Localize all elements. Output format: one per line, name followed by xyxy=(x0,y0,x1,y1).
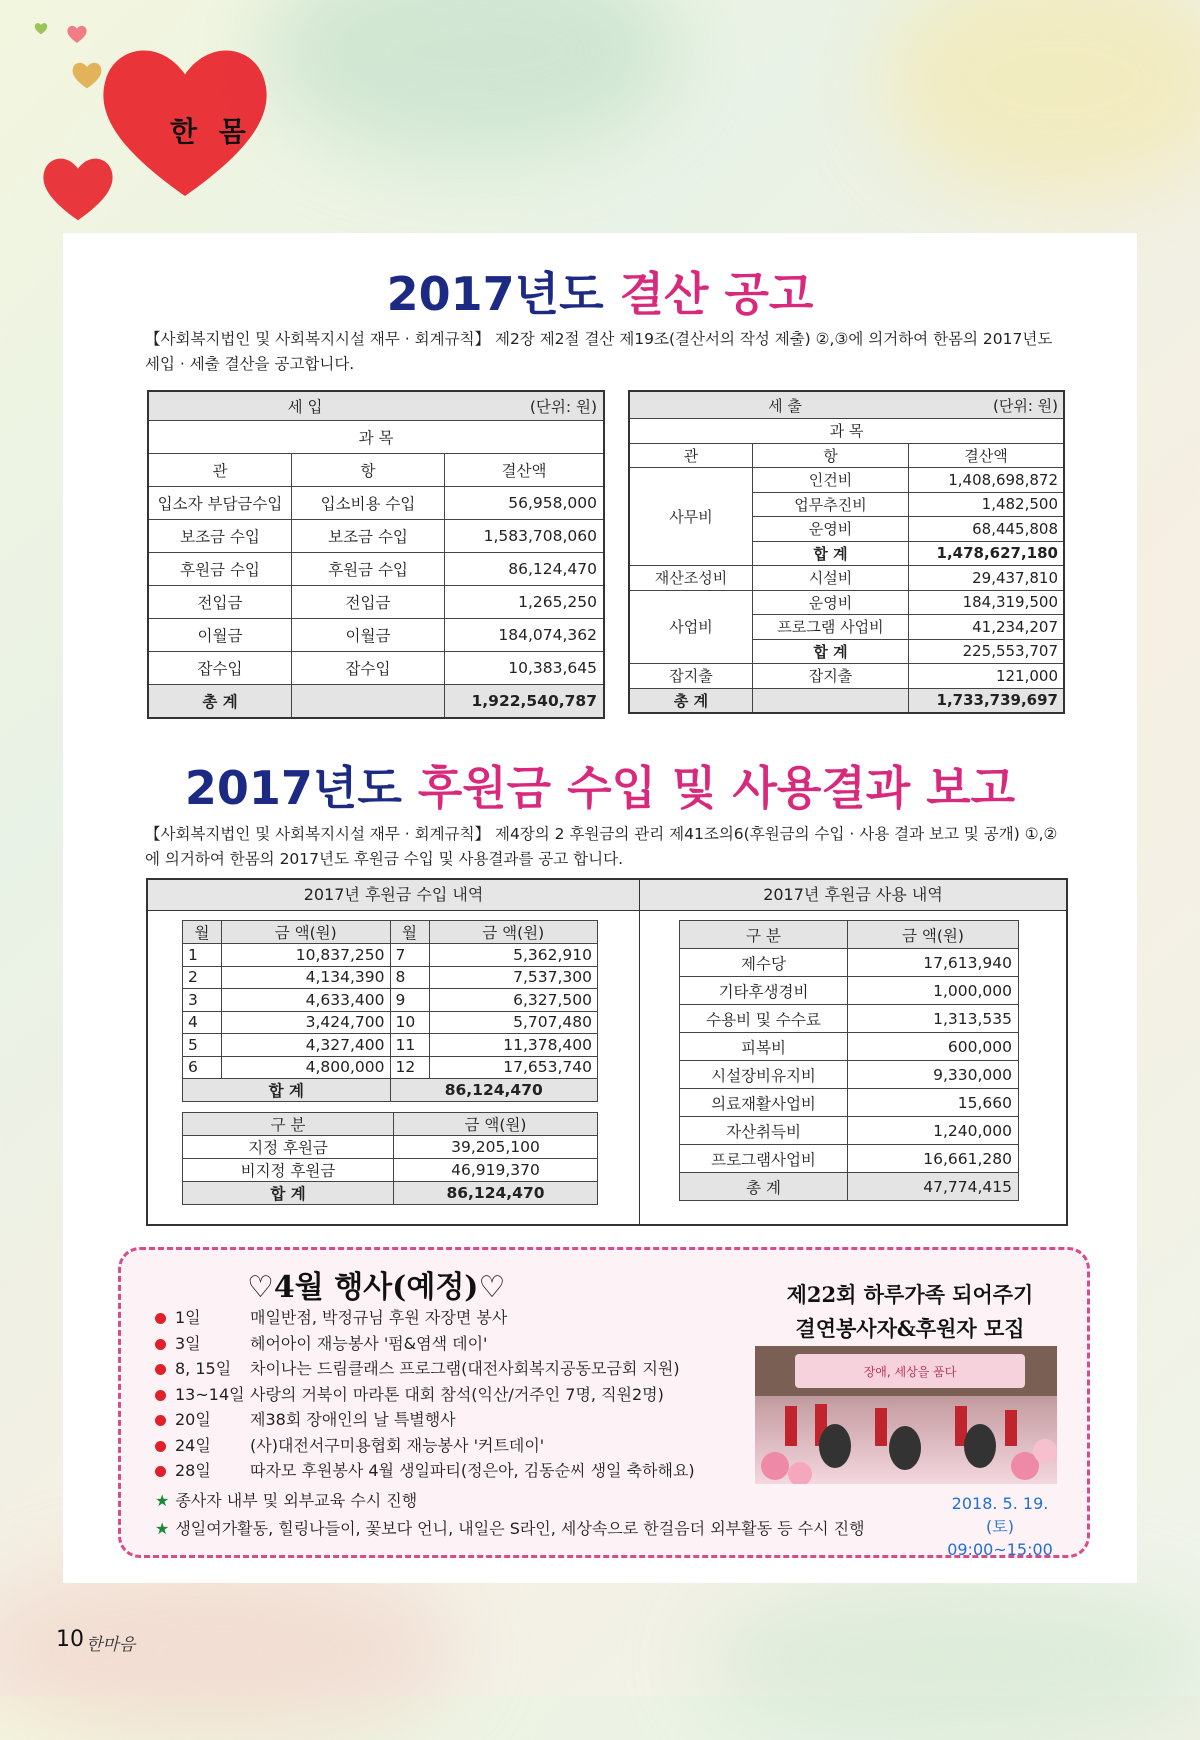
note-item: ★ 종사자 내부 및 외부교육 수시 진행 xyxy=(155,1491,418,1510)
income-title: 세 입 xyxy=(287,398,323,416)
bullet-icon xyxy=(155,1441,166,1452)
monthly-donation-table: 월 금 액(원) 월 금 액(원) 1 10,837,250 7 5,362,910 2 4,134,390 8 7,537,300 3 4,633,400 9 6,327,500 4 3,424,700 10 5,707,480 5 4,327,400 11 11,378,400 6 4,800,000 12 17,653,740 합 계 86,124,470 xyxy=(182,920,598,1102)
income-subject: 과 목 xyxy=(148,421,604,454)
list-item: 1일 매일반점, 박정규님 후원 자장면 봉사 xyxy=(155,1305,755,1331)
table-row: 피복비 600,000 xyxy=(680,1033,1019,1061)
bullet-icon xyxy=(155,1364,166,1375)
donation-title xyxy=(0,752,1200,818)
income-header: 2017년 후원금 수입 내역 xyxy=(148,880,639,911)
table-row: 업무추진비 1,482,500 xyxy=(629,492,1064,517)
list-item: 13~14일 사랑의 거북이 마라톤 대회 참석(익산/거주인 7명, 직원2명) xyxy=(155,1382,755,1408)
list-item: 3일 헤어아이 재능봉사 '펌&염색 데이' xyxy=(155,1331,755,1357)
events-list xyxy=(155,1305,755,1484)
col-hang: 항 xyxy=(753,443,909,468)
table-row: 사업비 운영비 184,319,500 xyxy=(629,590,1064,615)
events-notes xyxy=(155,1487,865,1543)
expense-unit: (단위: 원) xyxy=(993,396,1058,415)
bg-blob xyxy=(880,0,1200,200)
table-row: 5 4,327,400 11 11,378,400 xyxy=(183,1034,598,1057)
bullet-icon xyxy=(155,1339,166,1350)
event-photo xyxy=(755,1346,1057,1484)
list-item: 8, 15일 차이나는 드림클래스 프로그램(대전사회복지공동모금회 지원) xyxy=(155,1356,755,1382)
footer-brand: 한마음 xyxy=(86,1635,136,1655)
table-row: 자산취득비 1,240,000 xyxy=(680,1117,1019,1145)
table-row: 비지정 후원금 46,919,370 xyxy=(183,1159,598,1182)
performance-photo-illustration xyxy=(755,1346,1057,1484)
col-gwan: 관 xyxy=(148,454,292,487)
table-row: 시설장비유지비 9,330,000 xyxy=(680,1061,1019,1089)
donation-intro: 【사회복지법인 및 사회복지시설 재무 · 회계규칙】 제4장의 2 후원금의 관리 제41조의6(후원금의 수입 · 사용 결과 보고 및 공개) ①,②에 의거하여 한몸의 2017년도 후원금 수입 및 사용결과를 공고 합니다. xyxy=(145,825,1058,868)
table-row: 후원금 수입 후원금 수입 86,124,470 xyxy=(148,553,604,586)
volunteer-time: 09:00~15:00 xyxy=(947,1540,1053,1559)
banner-text: 장애, 세상을 품다 xyxy=(863,1365,957,1379)
table-row: 재산조성비 시설비 29,437,810 xyxy=(629,566,1064,591)
bullet-icon xyxy=(155,1415,166,1426)
expense-total-row: 총 계 1,733,739,697 xyxy=(629,688,1064,713)
volunteer-recruit-title xyxy=(755,1278,1065,1346)
expense-subject: 과 목 xyxy=(629,419,1064,444)
income-total-row: 총 계 1,922,540,787 xyxy=(148,685,604,719)
table-row: 전입금 전입금 1,265,250 xyxy=(148,586,604,619)
usage-total-row: 총 계 47,774,415 xyxy=(680,1173,1019,1201)
designated-total-row: 합 계 86,124,470 xyxy=(183,1182,598,1205)
volunteer-title-line2: 결연봉사자&후원자 모집 xyxy=(795,1316,1025,1341)
expense-table xyxy=(628,390,1065,714)
table-row: 지정 후원금 39,205,100 xyxy=(183,1136,598,1159)
subtotal-row: 합 계 225,553,707 xyxy=(629,639,1064,664)
title-rest: 후원금 수입 및 사용결과 보고 xyxy=(417,761,1016,815)
table-row: 수용비 및 수수료 1,313,535 xyxy=(680,1005,1019,1033)
col-amount: 결산액 xyxy=(909,443,1065,468)
title-year: 2017년도 xyxy=(386,267,604,321)
bg-blob xyxy=(700,1580,1200,1740)
col-amount: 결산액 xyxy=(445,454,605,487)
designated-donation-table: 구 분 금 액(원) 지정 후원금 39,205,100 비지정 후원금 46,919,370 합 계 86,124,470 xyxy=(182,1112,598,1205)
bullet-icon xyxy=(155,1390,166,1401)
small-heart-icon xyxy=(40,152,116,224)
expense-title-cell xyxy=(629,391,1064,419)
list-item: 20일 제38회 장애인의 날 특별행사 xyxy=(155,1407,755,1433)
col-hang: 항 xyxy=(292,454,445,487)
table-row: 1 10,837,250 7 5,362,910 xyxy=(183,944,598,967)
table-row: 입소자 부담금수입 입소비용 수입 56,958,000 xyxy=(148,487,604,520)
subtotal-row: 합 계 1,478,627,180 xyxy=(629,541,1064,566)
settlement-intro: 【사회복지법인 및 사회복지시설 재무 · 회계규칙】 제2장 제2절 결산 제19조(결산서의 작성 제출) ②,③에 의거하여 한몸의 2017년도 세입 · 세출 결산을 공고합니다. xyxy=(145,330,1053,373)
table-row: 3 4,633,400 9 6,327,500 xyxy=(183,989,598,1012)
bullet-icon xyxy=(155,1466,166,1477)
note-item: ★ 생일여가활동, 힐링나들이, 꽃보다 언니, 내일은 S라인, 세상속으로 한걸음더 외부활동 등 수시 진행 xyxy=(155,1519,865,1538)
table-row: 4 3,424,700 10 5,707,480 xyxy=(183,1011,598,1034)
events-title: ♡4월 행사(예정)♡ xyxy=(247,1270,506,1305)
monthly-total-row: 합 계 86,124,470 xyxy=(183,1079,598,1102)
volunteer-datetime xyxy=(940,1492,1060,1561)
box-divider xyxy=(639,880,640,1224)
bg-blob xyxy=(260,0,680,160)
bullet-icon xyxy=(155,1313,166,1324)
title-year: 2017년도 xyxy=(184,761,402,815)
income-title-cell xyxy=(148,391,604,421)
table-row: 의료재활사업비 15,660 xyxy=(680,1089,1019,1117)
table-row: 운영비 68,445,808 xyxy=(629,517,1064,542)
settlement-title xyxy=(0,258,1200,324)
col-gwan: 관 xyxy=(629,443,753,468)
star-icon: ★ xyxy=(155,1491,170,1510)
table-row: 사무비 인건비 1,408,698,872 xyxy=(629,468,1064,493)
table-row: 프로그램사업비 16,661,280 xyxy=(680,1145,1019,1173)
list-item: 28일 따자모 후원봉사 4월 생일파티(정은아, 김동순씨 생일 축하해요) xyxy=(155,1458,755,1484)
table-row: 잡지출 잡지출 121,000 xyxy=(629,664,1064,689)
table-row: 보조금 수입 보조금 수입 1,583,708,060 xyxy=(148,520,604,553)
income-unit: (단위: 원) xyxy=(529,398,597,416)
donation-usage-table: 구 분 금 액(원) 제수당 17,613,940 기타후생경비 1,000,000 수용비 및 수수료 1,313,535 피복비 600,000 시설장비유지비 9,330,000 의료재활사업비 15,660 자산취득비 1,240,000 프로그램사업비 16,661,280 총 계 47,774,415 xyxy=(679,920,1019,1201)
table-row: 이월금 이월금 184,074,362 xyxy=(148,619,604,652)
brand-name: 한 몸 xyxy=(170,115,252,148)
table-row: 기타후생경비 1,000,000 xyxy=(680,977,1019,1005)
star-icon: ★ xyxy=(155,1519,170,1538)
table-row: 제수당 17,613,940 xyxy=(680,949,1019,977)
table-row: 6 4,800,000 12 17,653,740 xyxy=(183,1056,598,1079)
table-row: 프로그램 사업비 41,234,207 xyxy=(629,615,1064,640)
green-heart-icon xyxy=(34,22,48,35)
list-item: 24일 (사)대전서구미용협회 재능봉사 '커트데이' xyxy=(155,1433,755,1459)
title-rest: 결산 공고 xyxy=(619,267,814,321)
volunteer-date: 2018. 5. 19.(토) xyxy=(951,1494,1049,1536)
income-table xyxy=(147,390,605,719)
expense-title: 세 출 xyxy=(768,396,802,415)
volunteer-title-line1: 제22회 하루가족 되어주기 xyxy=(786,1282,1034,1307)
usage-header: 2017년 후원금 사용 내역 xyxy=(640,880,1066,911)
pink-heart-icon xyxy=(66,24,88,44)
table-row: 잡수입 잡수입 10,383,645 xyxy=(148,652,604,685)
table-row: 2 4,134,390 8 7,537,300 xyxy=(183,966,598,989)
page-number: 10 xyxy=(56,1627,84,1652)
gold-heart-icon xyxy=(70,60,104,90)
